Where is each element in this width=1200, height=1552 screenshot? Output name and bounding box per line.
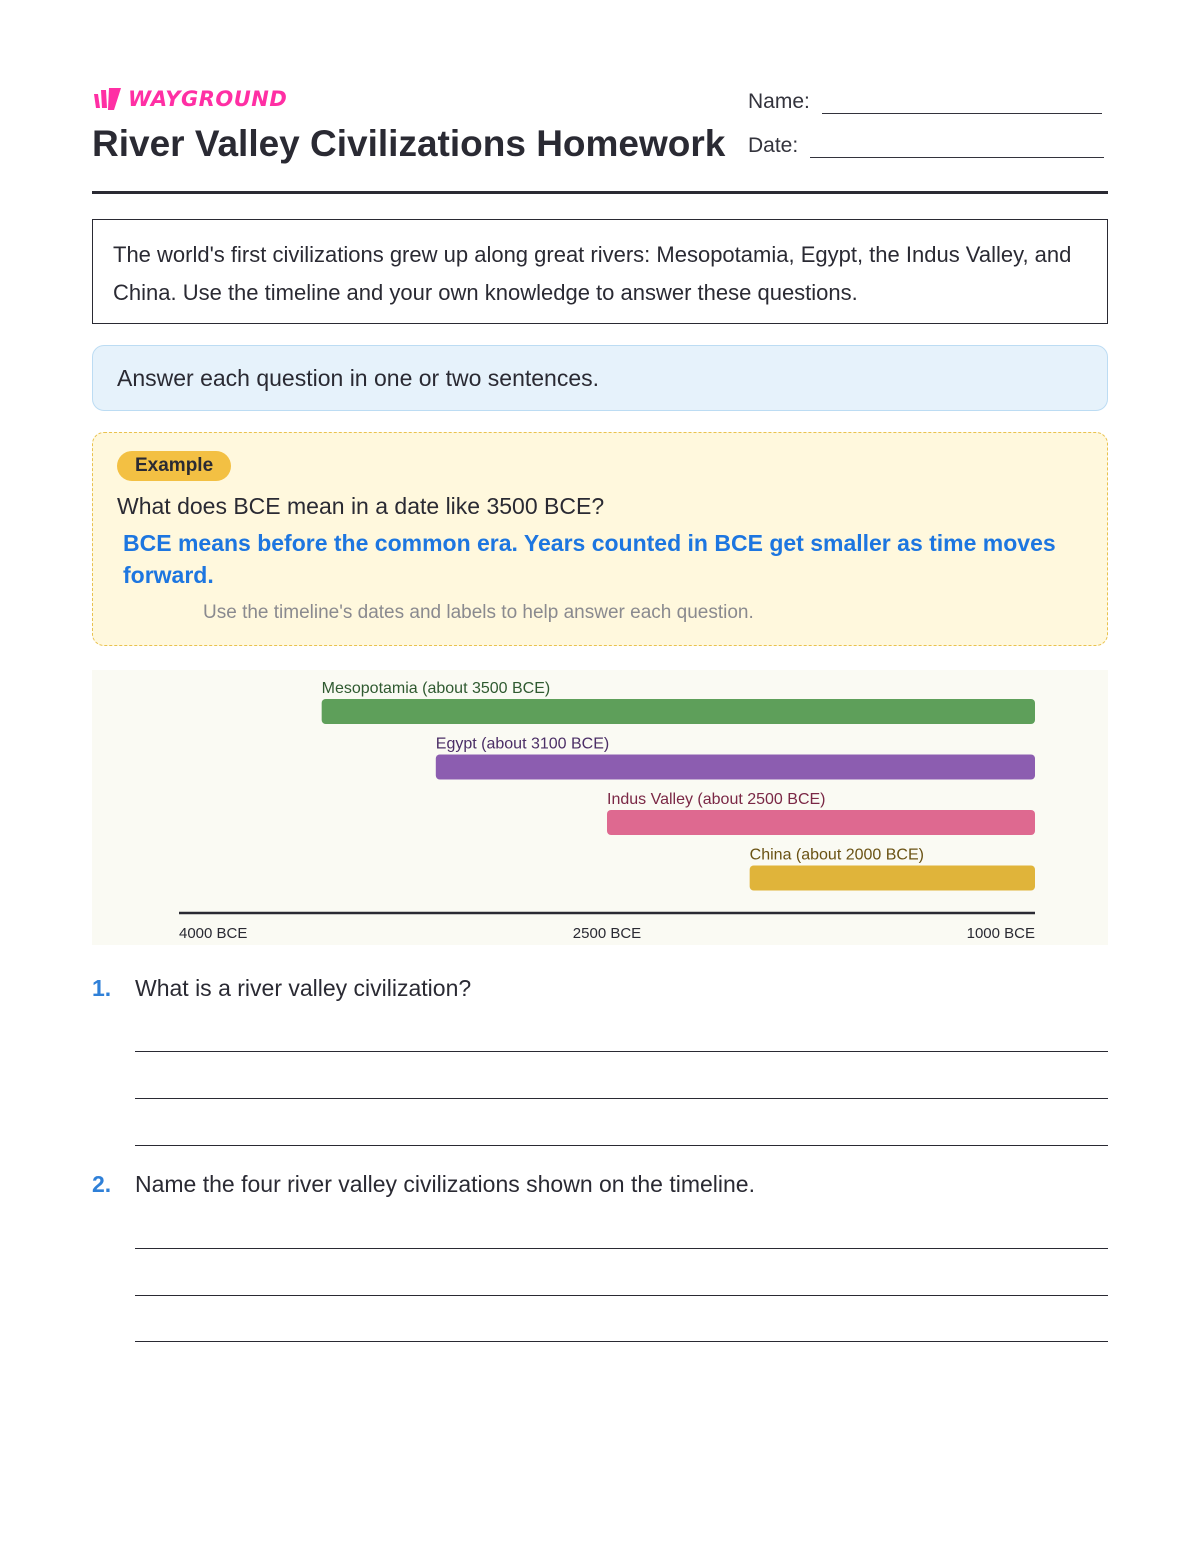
timeline-svg	[92, 670, 1108, 945]
example-box	[92, 432, 1108, 646]
instruction-text: Answer each question in one or two sentences.	[117, 364, 600, 391]
answer-line[interactable]	[135, 1295, 1108, 1296]
date-field[interactable]	[748, 134, 1104, 158]
answer-line[interactable]	[135, 1051, 1108, 1052]
header-divider	[92, 191, 1108, 194]
brand-name: WAYGROUND	[128, 87, 288, 111]
answer-line[interactable]	[135, 1341, 1108, 1342]
date-label: Date:	[748, 134, 799, 157]
name-label: Name:	[748, 90, 810, 113]
page-title: River Valley Civilizations Homework	[92, 123, 726, 164]
question-number: 1.	[92, 975, 112, 1001]
name-field[interactable]	[748, 90, 1102, 114]
answer-line[interactable]	[135, 1145, 1108, 1146]
brand-logo	[92, 86, 287, 112]
example-answer: BCE means before the common era. Years counted in BCE get smaller as time moves forward.	[123, 530, 1056, 588]
date-input-line[interactable]	[810, 135, 1104, 158]
timeline-label: China (about 2000 BCE)	[749, 846, 924, 864]
name-input-line[interactable]	[822, 91, 1102, 114]
timeline-bar	[322, 699, 1035, 724]
wayground-logo-icon	[92, 86, 122, 112]
timeline-label: Mesopotamia (about 3500 BCE)	[321, 680, 551, 697]
axis-tick-label: 2500 BCE	[572, 925, 642, 942]
example-question: What does BCE mean in a date like 3500 BCE?	[117, 493, 605, 519]
answer-line[interactable]	[135, 1248, 1108, 1249]
answer-line[interactable]	[135, 1098, 1108, 1099]
timeline-bar	[436, 755, 1035, 780]
question-text: Name the four river valley civilizations shown on the timeline.	[135, 1171, 755, 1197]
example-badge: Example	[117, 451, 231, 481]
timeline-chart	[92, 670, 1108, 945]
intro-box	[92, 219, 1108, 324]
timeline-bar	[750, 866, 1035, 891]
axis-tick-label: 1000 BCE	[966, 925, 1035, 942]
instruction-box	[92, 345, 1108, 411]
example-hint: Use the timeline's dates and labels to help answer each question.	[203, 602, 754, 623]
timeline-bar	[607, 810, 1035, 835]
intro-text: The world's first civilizations grew up along great rivers: Mesopotamia, Egypt, the Indus Valley, and China. Use the timeline and your own knowledge to answer these questions.	[113, 242, 1072, 305]
question-number: 2.	[92, 1171, 112, 1197]
axis-tick-label: 4000 BCE	[179, 925, 248, 942]
question-text: What is a river valley civilization?	[135, 975, 472, 1001]
timeline-label: Egypt (about 3100 BCE)	[435, 735, 610, 753]
timeline-label: Indus Valley (about 2500 BCE)	[607, 791, 826, 808]
